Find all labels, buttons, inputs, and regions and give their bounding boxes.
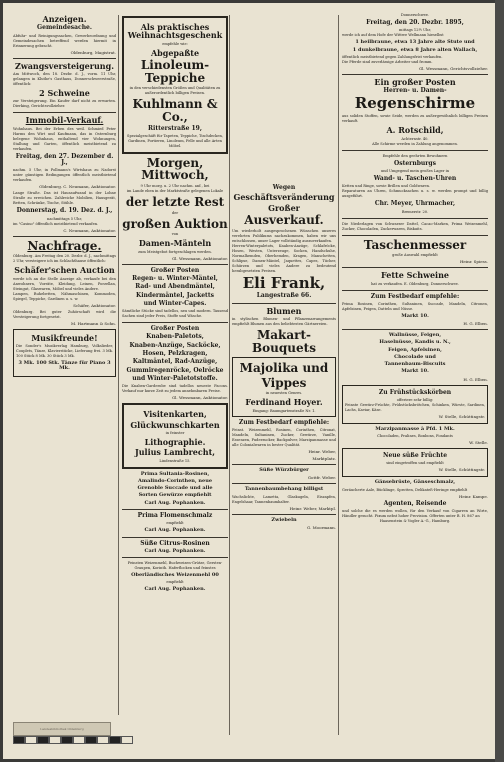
schmalz-name: Carl Aug. Pophanken. bbox=[144, 527, 206, 534]
rotschild-name: A. Rotschild, bbox=[386, 125, 444, 136]
nuesse-signature: H. G. Elben. bbox=[463, 376, 488, 382]
agenten-text: und solche die es werden wollen, für den Verkauf von Cigarren an Wirte, Händler gesucht. Fixum nebst hoher Provision. Offerten unter B. H. 867 an bbox=[342, 508, 488, 518]
divider bbox=[232, 464, 336, 465]
kuhlmann-ad bbox=[122, 16, 228, 154]
hoyer-genres: in neuesten Genres. bbox=[265, 391, 303, 396]
header-line-3: mittags 12½ Uhr, bbox=[399, 28, 431, 33]
schaefer-heading: Schäfer'schen Auction bbox=[14, 265, 115, 276]
meyer-address: Bremerstr. 20. bbox=[401, 209, 429, 214]
freitag-date: Freitag, den 27. Dezember d. J., bbox=[15, 152, 114, 167]
schmalz-line-2: empfiehlt bbox=[166, 521, 184, 526]
maentel-line-4: Kindermäntel, Jacketts bbox=[136, 291, 214, 299]
schaefer-items: Lampen, Ruhebetten, Nähmaschinen, Kommoden, Spiegel, Teppiche, Gardinen u. s. w. bbox=[13, 291, 116, 301]
column-rule bbox=[118, 15, 119, 715]
nuesse-line-5: Tannenbaum-Biscuits bbox=[384, 361, 446, 368]
maentel-line-2: Regen- u. Winter-Mäntel, bbox=[132, 274, 218, 282]
maentel-line-3: Rad- und Abendmäntel, bbox=[135, 283, 215, 291]
divider bbox=[122, 264, 228, 265]
maentel-line-1: Großer Posten bbox=[150, 266, 200, 274]
schaefer-text: werde ich an die Stelle Anzeige ab, verkaufe bei den Anwohnern, Vorräte, Kleidung, Leinen, Porzellan, Steingut, Glaswaren, Möbel und vieles Andere. bbox=[13, 276, 116, 291]
stelle-heading: Zu Frühstückskörben bbox=[378, 388, 452, 396]
frank-line-3: Großer bbox=[268, 202, 300, 213]
divider bbox=[13, 58, 116, 59]
schirme-headline: Regenschirme bbox=[354, 94, 476, 113]
immobil-text-2: nachm. 5 Uhr, in Pollmann's Wirtshaus zu Nadorst unter günstigen Bedingungen öffentlich meistbietend verkaufen. bbox=[13, 168, 116, 183]
rosinen-line-3: Grenoble Succade und alle bbox=[137, 485, 213, 492]
marzipan-signature: W. Stelle. bbox=[469, 440, 488, 446]
weber-heading: Zum Festbedarf empfiehle: bbox=[238, 418, 330, 426]
scan-footer bbox=[13, 722, 133, 750]
immobil-text: Wohnhaus. Bei der Erben des weil. Schmied Peter Harms den Wirt und Kaufmann, das in Osternburg belegene Wohnhaus, enthaltend vier Wohnungen, Stallung und Garten, öffentlich meistbietend zu verkaufen. bbox=[13, 126, 116, 151]
divider bbox=[122, 557, 228, 558]
schweine-text: hat zu verkaufen. E. Oldenburg, Donnerschwee. bbox=[371, 281, 459, 286]
nachfrage-text-2: Oldenburg. Bei guter Zuhörschaft wird die Versteigerung fortgesetzt. bbox=[13, 309, 116, 319]
elben-heading: Zum Festbedarf empfehle: bbox=[370, 292, 460, 300]
auktion-signature: Gl. Wessmann, Auktionator. bbox=[171, 255, 228, 261]
immobil-signature: Oldenburg. C. Neumann, Auktionator. bbox=[39, 184, 116, 190]
scale-segment bbox=[25, 736, 37, 744]
lambrecht-line-3: in feinster bbox=[165, 430, 185, 435]
auktion-line-3: im Lande eben in der Marktstraße gelegenen Lokale bbox=[126, 189, 224, 194]
marzipan-line-1: Marzipanmasse à Pfd. 1 Mk. bbox=[375, 425, 455, 432]
stelle-ad bbox=[342, 385, 488, 424]
divider bbox=[342, 329, 488, 330]
column-3 bbox=[232, 13, 336, 733]
header-line-8: Die Pferde sind zuverlässige Arbeiter und fromm. bbox=[342, 59, 433, 64]
divider bbox=[342, 150, 488, 151]
meyer-line-2: Osternburgs bbox=[393, 159, 436, 167]
stelle-name: W. Stelle, Schüttingstr. bbox=[438, 413, 485, 419]
header-line-2: Freitag, den 20. Dezbr. 1895, bbox=[366, 19, 464, 26]
scale-segment bbox=[73, 736, 85, 744]
kuhlmann-line-1: Als praktisches Weihnachtsgeschenk bbox=[127, 22, 223, 41]
header-line-7: öffentlich meistbietend gegen Zahlungsfrist verkaufen. bbox=[342, 54, 443, 59]
lambrecht-line-4: Lithographie. bbox=[144, 436, 206, 447]
sachen-text-2: im "Casino" öffentlich meistbietend verkaufen. bbox=[13, 221, 99, 226]
zwiebeln-heading: Zwiebeln bbox=[271, 516, 297, 523]
maentel-line-5: und Winter-Capes. bbox=[143, 299, 207, 307]
lambrecht-line-1: Visitenkarten, bbox=[143, 409, 207, 420]
auktion-line-1: Morgen, Mittwoch, bbox=[141, 155, 209, 183]
blumen-heading: Blumen bbox=[266, 305, 302, 316]
messer-heading: Taschenmesser bbox=[363, 237, 467, 252]
frank-line-1: Wegen bbox=[272, 184, 296, 191]
divider bbox=[232, 303, 336, 304]
kuhlmann-line-2: empfehle wie: bbox=[162, 41, 188, 46]
nachfrage-heading: Nachfrage. bbox=[27, 238, 102, 253]
knaben-line-1: Großer Posten bbox=[150, 325, 200, 333]
auktion-line-7: von bbox=[171, 232, 179, 237]
stelle-line-2: offeriere sehr billig: bbox=[396, 397, 434, 402]
elben-text: Prima Rosinen, Corinthen, Sultaninen, Succade, Mandeln, Citronen, Apfelsinen, Feigen, Datteln und Nüsse. bbox=[342, 301, 488, 311]
knaben-text: Die Knaben-Garderobe sind tadellos neueste Facons. Verkauf nur kurze Zeit zu jedem annehmbaren Preise. bbox=[122, 384, 228, 394]
lambrecht-ad bbox=[122, 403, 228, 469]
divider bbox=[122, 509, 228, 510]
frank-list: Herren-Winterpaletots, Knaben-Anzüge, Schlafröcke, Hosen, Westen, Unterzeuge, Socken, Handschuhe, Normalhemden, Oberhemden, Kragen, Manschetten, Schlipse, Damen-Mäntel, Jaquettes, Capes, Tücher, Schürzen und vieles Andere zu bedeutend herabgesetzten Preisen. bbox=[232, 243, 336, 273]
tannen-line-1: Tannenbaumbehang billigst bbox=[244, 486, 324, 493]
divider bbox=[342, 218, 488, 219]
elben-signature: H. G. Elben. bbox=[463, 321, 488, 327]
library-stamp-text: Landesbibliothek Oldenburg bbox=[40, 727, 84, 731]
kuhlmann-headline: Linoleum-Teppiche bbox=[140, 58, 210, 85]
meyer-line-3: und Umgegend mein großes Lager in bbox=[380, 168, 450, 173]
makart-heading: Makart-Bouquets bbox=[252, 328, 316, 355]
scale-segment bbox=[37, 736, 49, 744]
header-line-5: 1 heilbraune, etwa 13 Jahre alte Stute und bbox=[355, 39, 475, 46]
nuesse-line-2: Haselnüsse, Kandis u. N., bbox=[379, 339, 451, 346]
majolika-heading: Majolika und bbox=[239, 361, 329, 376]
sachen-signature: C. Neumann, Auktionator. bbox=[63, 227, 116, 233]
newspaper-page bbox=[3, 3, 495, 759]
meyer-line-6: Reparaturen an Uhren, Schmucksachen u. s. w. werden prompt und billig ausgeführt. bbox=[342, 189, 488, 199]
schweine-heading: 2 Schweine bbox=[39, 88, 90, 99]
nuesse-line-1: Wallnüsse, Feigen, bbox=[388, 332, 442, 339]
gaense-heading: Gänsebrüste, Gänseschmalz, bbox=[374, 479, 456, 486]
kuhlmann-line-6: Spezialgeschäft für Tapeten, Teppiche, Tischdecken, Gardinen, Portieren, Linoleum, Felle und alle Arten Möbel. bbox=[127, 133, 223, 148]
gemeinde-heading: Gemeindesache. bbox=[37, 24, 92, 32]
musik-text: Die Sonder's Musikverlag Hamburg, Volkslieder, Couplets, Tänze, Klavierstücke, Lieferung frei. 3 Mk. 100 Stück 8 Mk. 30 Stück 3 Mk. bbox=[16, 344, 113, 359]
frank-text: Um wiederholt ausgesprochenen Wünschen unseres verehrten Publikums nachzukommen, haben wir uns entschlossen, unser Lager vollständig auszuverkaufen. bbox=[232, 228, 336, 243]
maentel-text: Sämtliche Stücke sind tadellos, neu und modern. Tausend Sachen sind jeder Preis, Stoffe und Wäsche. bbox=[122, 309, 228, 319]
schmalz-line-1: Prima Flomenschmalz bbox=[137, 511, 213, 519]
scale-segment bbox=[61, 736, 73, 744]
zwang-text: Am Mittwoch, den 18. Dezbr. d. J., vorm. 11 Uhr, gelangen in Kluthe's Gasthaus, Donnerschweerstraße, öffentlich: bbox=[13, 72, 116, 87]
divider bbox=[232, 483, 336, 484]
stelle-text: Feinste Gewürz-Früchte, Frühstücksbrötchen, Schinken, Würste, Sardinen, Lachs, Kaviar, Käse. bbox=[345, 402, 485, 412]
nuesse-line-4: Chocolade und bbox=[394, 353, 436, 360]
divider bbox=[232, 514, 336, 515]
donnerstag-time: nachmittags 5 Uhr, bbox=[47, 216, 82, 221]
schirme-text: aus soliden Stoffen, sowie Seide, werden zu außergewöhnlich billigen Preisen verkauft. bbox=[342, 114, 488, 124]
elben-address: Markt 10. bbox=[401, 312, 429, 319]
divider bbox=[122, 537, 228, 538]
weber-address: Marktplatz. bbox=[312, 456, 336, 462]
scan-scale-bar bbox=[13, 736, 133, 744]
messer-signature: Heinr. Spiess. bbox=[459, 259, 488, 265]
gemeinde-signature: Oldenburg, Magistrat. bbox=[70, 49, 116, 55]
header-line-6: 1 dunkelbraune, etwa 8 Jahre alten Wallach, bbox=[352, 46, 478, 53]
frank-line-4: Ausverkauf. bbox=[244, 213, 324, 228]
zwang-heading: Zwangsversteigerung. bbox=[14, 60, 114, 71]
hoyer-ad bbox=[232, 357, 336, 417]
scale-segment bbox=[97, 736, 109, 744]
rosinen-name: Carl Aug. Pophanken. bbox=[144, 499, 206, 506]
auktion-line-6: großen Auktion bbox=[122, 216, 228, 231]
kuhlmann-name: Kuhlmann & Co., bbox=[132, 97, 218, 124]
divider bbox=[342, 235, 488, 236]
header-signature: Gl. Wessmann, Gerichtsvollzieher. bbox=[418, 65, 488, 71]
scan-edge bbox=[495, 0, 504, 762]
header-line-4: werde ich auf dem Hofe der Wittwe Wellmann hieselbst bbox=[342, 33, 444, 38]
gaense-signature: Heinr. Kampe. bbox=[458, 493, 488, 499]
divider bbox=[13, 112, 116, 113]
scale-segment bbox=[49, 736, 61, 744]
auktion-line-4: der letzte Rest bbox=[125, 195, 225, 210]
knaben-signature: Gl. Wessmann, Auktionator. bbox=[171, 395, 228, 401]
divider bbox=[13, 236, 116, 237]
kuhlmann-line-3: Abgepaßte bbox=[150, 47, 200, 58]
meyer-line-5: Ketten und Ringe, sowie Brillen und Goldwaren. bbox=[342, 184, 431, 189]
auktion-line-5: der bbox=[171, 210, 179, 215]
meyer-line-4: Wand- u. Taschen-Uhren bbox=[373, 174, 457, 182]
knaben-line-3: Knaben-Anzüge, Sacköcke, bbox=[129, 341, 221, 349]
fruechte-heading: Neue süße Früchte bbox=[382, 452, 448, 460]
library-stamp bbox=[13, 722, 111, 736]
kuhlmann-address: Ritterstraße 19, bbox=[148, 124, 202, 132]
rosinen-line-4: Sorten Gewürze empfiehlt bbox=[138, 492, 212, 499]
musik-ad bbox=[13, 329, 116, 377]
tannen-line-2: Wachslichte, Lametta, Glaskugeln, Eiszapfen, Engelshaar, Tannenbaumhalter. bbox=[232, 494, 336, 504]
nuesse-line-3: Feigen, Apfelsinen, bbox=[388, 346, 442, 353]
gaense-text: Geräucherte Aale, Bücklinge, Sprotten, Delikateß-Heringe empfiehlt bbox=[342, 487, 468, 492]
rotschild-address: Achternstr. 40. bbox=[401, 136, 429, 141]
meyer-line-1: Empfehle den geehrten Bewohnern bbox=[382, 153, 448, 158]
divider bbox=[342, 267, 488, 268]
donnerstag-date: Donnerstag, d. 19. Dez. d. J., bbox=[16, 207, 113, 215]
zwang-text-2: zur Versteigerung. Ein Kaufer darf nicht zu erwarten. Dierking, Gerichtsvollzieher. bbox=[13, 99, 116, 109]
gemeinde-text: Abfuhr- und Reinigungssachen, Gewerbeordnung und Gemeindesachen betreffend werden hiermit in Erinnerung gebracht. bbox=[13, 33, 116, 48]
anzeigen-heading: Anzeigen. bbox=[42, 14, 87, 24]
knaben-line-4: Hosen, Pelzkragen, bbox=[142, 349, 208, 357]
weber-text: Feinst. Weizenmehl, Rosinen, Corinthen, Citronat, Mandeln, Sultaninen, Zucker, Gewürze, Vanille, Essenzen, Puderzucker, Backpulver, Marzipanmasse und alle Colonialwaren in bester Qualität. bbox=[232, 428, 336, 448]
kuhlmann-line-5: in den verschiedensten Größen und Qualitäten zu außerordentlich billigen Preisen. bbox=[129, 86, 221, 96]
scale-segment bbox=[121, 736, 133, 744]
lambrecht-address: Lindenstraße 15. bbox=[159, 458, 191, 463]
musik-heading: Musikfreunde! bbox=[31, 332, 98, 343]
tannen-signature: Heinr. Weber, Marktpl. bbox=[289, 505, 336, 511]
frank-line-2: Geschäftsveränderung bbox=[233, 192, 335, 203]
knaben-line-6: Gummiregenröcke, Oelröcke bbox=[126, 366, 224, 374]
musik-price: 3 Mk. 100 Stk. Tänze für Piano 3 Mk. bbox=[18, 360, 111, 372]
hoyer-address: Eingang: Baumgartenstraße Nr. 1. bbox=[252, 408, 316, 413]
auktion-line-9: zum Meistgebot fortgeschlagen werden. bbox=[138, 249, 212, 254]
frank-name: Eli Frank, bbox=[242, 273, 326, 292]
fruechte-ad bbox=[342, 448, 488, 477]
mehl-name: Carl Aug. Pophanken. bbox=[144, 586, 206, 593]
weber-name: Heinr. Weber, bbox=[308, 449, 336, 455]
schaefer-signature: Schäfer, Auktionator. bbox=[73, 302, 116, 308]
schweine-heading: Fette Schweine bbox=[381, 270, 449, 281]
column-4 bbox=[342, 13, 488, 747]
fruechte-name: W. Stelle, Schüttingstr. bbox=[438, 467, 485, 473]
divider bbox=[342, 74, 488, 75]
knaben-line-7: und Winter-Paletotstoffe. bbox=[132, 374, 218, 382]
wuerz-line-1: Süße Würzbürger bbox=[259, 467, 309, 474]
divider bbox=[122, 322, 228, 323]
lambrecht-line-2: Glückwunschkarten bbox=[130, 419, 220, 430]
scale-segment bbox=[85, 736, 97, 744]
divider bbox=[342, 290, 488, 291]
immobil-heading: Immobil-Verkauf. bbox=[25, 115, 104, 126]
fruechte-line-2: sind eingetroffen und empfiehlt bbox=[386, 461, 444, 466]
auktion-line-8: Damen-Mänteln bbox=[138, 238, 212, 249]
citrus-line-1: Süße Citrus-Rosinen bbox=[140, 539, 210, 547]
spacer bbox=[232, 13, 336, 183]
knaben-line-2: Knaben-Paletots, bbox=[146, 333, 204, 341]
nachfrage-signature: M. Hartmann & Sohn. bbox=[70, 320, 116, 326]
sachen-text: Lange Straße. Das ist Hausaufwand in der Lohne Straße zu erreichen. Zahlreiche Mobilien, Hausgerät, Betten, Schränke, Tische, Stühle. bbox=[13, 191, 116, 206]
lambrecht-name: Julius Lambrecht, bbox=[134, 447, 216, 458]
dattel-text: Die Niederlagen von Schwarzer Dattel, Cacao-Marken, Prima Weizenmehl, Zucker, Chocoladen, Zuckerwaren, Biskuits. bbox=[342, 221, 488, 231]
vippes-heading: Vippes bbox=[261, 375, 307, 390]
schirme-line-1: Ein großer Posten bbox=[374, 76, 456, 87]
header-line-1: Donnerschwee. bbox=[400, 13, 430, 17]
mehl-line-2: Oberländisches Weizenmehl 00 bbox=[131, 572, 219, 579]
blumen-text: in stylischen Blumen- und Pflanzenarrangements empfiehlt Blumen aus den beliebtesten Gärtnereien. bbox=[232, 317, 336, 327]
column-rule bbox=[229, 15, 230, 735]
schirme-note: Alle Schirme werden in Zahlung angenommen. bbox=[372, 141, 458, 146]
column-rule bbox=[338, 15, 339, 735]
mehl-line-3: empfiehlt bbox=[166, 580, 184, 585]
column-2 bbox=[122, 13, 228, 733]
frank-address: Langestraße 66. bbox=[256, 292, 312, 300]
marzipan-line-2: Chocoladen, Pralines, Bonbons, Fondants bbox=[377, 434, 453, 439]
meyer-name: Chr. Meyer, Uhrmacher, bbox=[374, 200, 456, 208]
auktion-line-2: 9 Uhr morg. u. 2 Uhr nachm. anf., bei bbox=[140, 184, 210, 189]
scale-segment bbox=[13, 736, 25, 744]
citrus-line-2: Carl Aug. Pophanken. bbox=[144, 547, 206, 554]
agenten-heading: Agenten, Reisende bbox=[383, 499, 447, 507]
messer-line-2: große Auswahl empfiehlt bbox=[392, 253, 438, 258]
column-1 bbox=[13, 13, 116, 719]
wuerz-line-2: Gottfr. Weber. bbox=[307, 475, 336, 481]
nachfrage-text: Oldenburg. Am Freitag den 20. Dezbr. d. J., nachmittags 2 Uhr, versteigere ich im Schlachthause öffentlich: bbox=[13, 254, 116, 264]
hoyer-name: Ferdinand Hoyer. bbox=[245, 397, 323, 408]
knaben-line-5: Kaltmäntel, Rad-Anzüge, bbox=[132, 358, 218, 366]
rosinen-line-2: Amalindo-Corinthen, neue bbox=[137, 477, 213, 484]
agenten-address: Haasenstein & Vogler A.-G., Hamburg. bbox=[379, 518, 451, 523]
schirme-line-2: Herren- u. Damen- bbox=[383, 87, 447, 95]
nuesse-address: Markt 10. bbox=[401, 368, 429, 375]
scale-segment bbox=[109, 736, 121, 744]
mehl-line-1: Feinsten Weizenmehl, Buchweizen-Grütze, Gersten-Graupen, Korinth. Haferflocken und feinstes bbox=[127, 561, 223, 571]
zwiebeln-signature: G. Moormann. bbox=[306, 524, 336, 530]
rosinen-line-1: Prima Sultania-Rosinen, bbox=[140, 470, 210, 477]
